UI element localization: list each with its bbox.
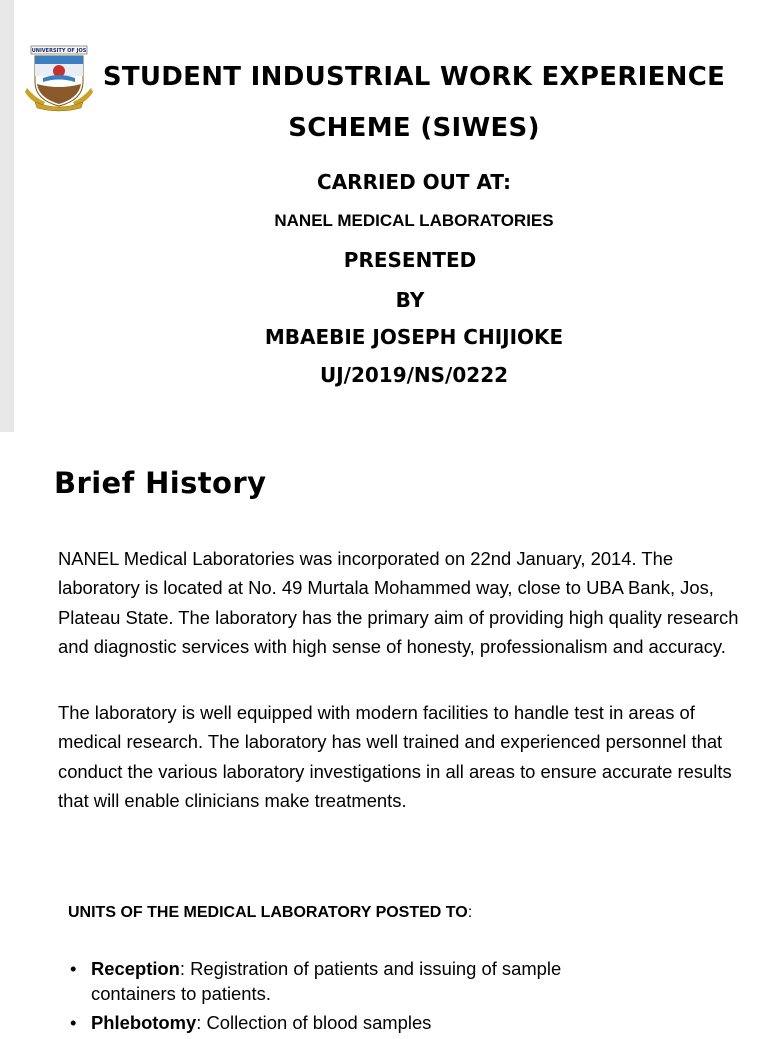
laboratory-name: NANEL MEDICAL LABORATORIES <box>274 211 554 230</box>
unit-description: : Registration of patients and issuing of sample containers to patients. <box>91 958 562 1004</box>
units-heading <box>68 904 472 922</box>
history-paragraph-2: The laboratory is well equipped with modern facilities to handle test in areas of medical research. The laboratory has well trained and experienced personnel that conduct the various laboratory investigations in all areas to ensure accurate results that will enable clinicians make treatments. <box>58 702 732 811</box>
list-item <box>70 1010 610 1035</box>
title-slide <box>0 0 768 432</box>
unit-description: : Collection of blood samples <box>196 1012 432 1033</box>
by-label: BY <box>395 288 425 312</box>
bullet-icon: • <box>70 1012 77 1033</box>
units-heading-colon: : <box>467 904 473 921</box>
units-list <box>70 956 610 1039</box>
slide-heading: Brief History <box>54 466 267 500</box>
history-slide <box>0 432 768 1033</box>
history-paragraph-1: NANEL Medical Laboratories was incorporated on 22nd January, 2014. The laboratory is located at No. 49 Murtala Mohammed way, close to UBA Bank, Jos, Plateau State. The laboratory has the primary aim of providing high quality research and diagnostic services with high sense of honesty, professionalism and accuracy. <box>58 548 739 657</box>
student-name: MBAEBIE JOSEPH CHIJIOKE <box>264 325 564 349</box>
unit-name: Phlebotomy <box>91 1012 197 1033</box>
registration-number: UJ/2019/NS/0222 <box>319 363 509 387</box>
carried-out-label: CARRIED OUT AT: <box>317 170 511 194</box>
slide-title-line-1: STUDENT INDUSTRIAL WORK EXPERIENCE <box>102 62 726 92</box>
bullet-icon: • <box>70 958 77 979</box>
units-heading-text: UNITS OF THE MEDICAL LABORATORY POSTED TO <box>68 904 468 921</box>
unit-name: Reception <box>91 958 180 979</box>
presented-label: PRESENTED <box>343 248 477 272</box>
crest-banner-text: UNIVERSITY OF JOS <box>31 48 87 55</box>
slide-title-line-2: SCHEME (SIWES) <box>288 113 540 143</box>
list-item <box>70 956 610 1006</box>
slide-gutter <box>0 0 14 432</box>
